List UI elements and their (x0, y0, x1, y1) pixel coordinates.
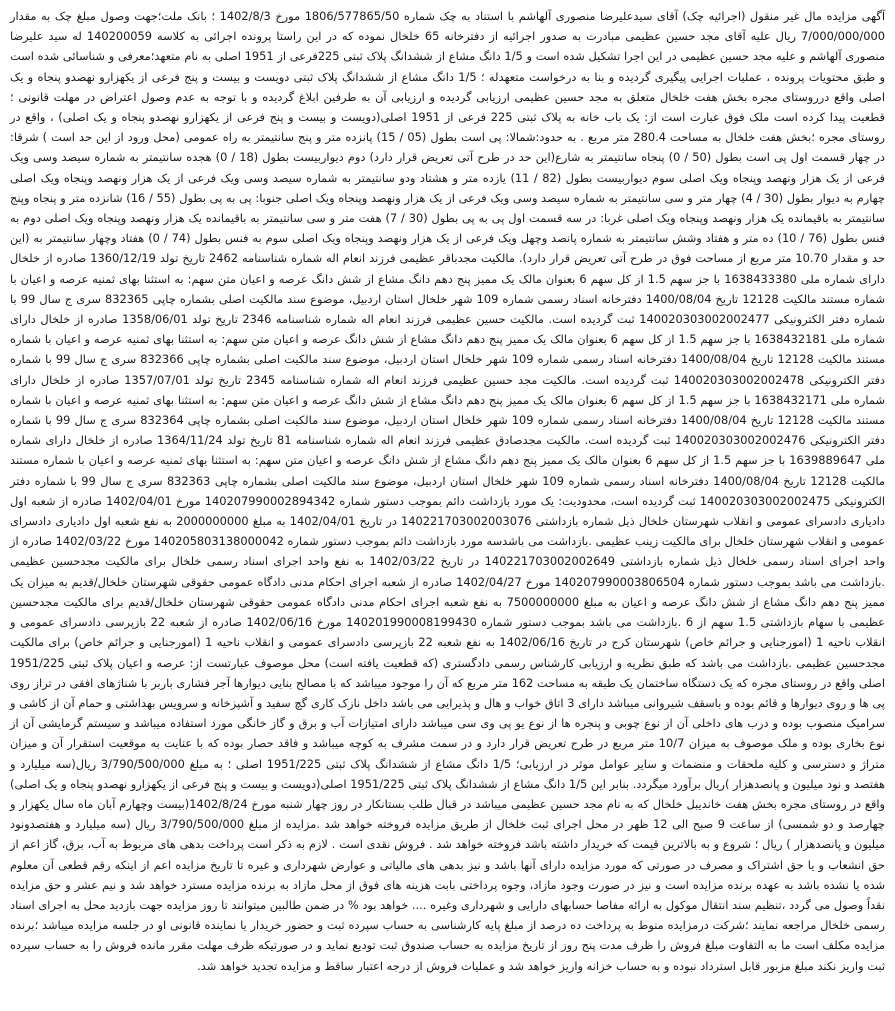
auction-notice-text: آگهی مزایده مال غیر منقول (اجرائیه چک) آقای سیدعلیرضا منصوری آلهاشم با استناد به چک شماره 1806/577865/50 مورخ 1402/8/3 ؛ بانک ملت؛جهت وصول مبلغ چک به مقدار 7/000/000/000 ریال علیه آقای مجد حسین عظیمی مبادرت به صدور اجرائیه از دفترخانه 65 خلخال نموده که در این راستا پرونده اجرائی به کلاسه 140200059 له سید علیرضا منصوری آلهاشم و علیه مجد حسین عظیمی در این اجرا تشکیل شده است و 1/5 دانگ مشاع از ششدانگ پلاک ثبتی 225فرعی از 1951 اصلی به نام متعهد؛معرفی و شناسائی شده است و طبق محتویات پرونده ، عملیات اجرایی پیگیری گردیده و بنا به درخواست متعهدله ؛ 1/5 دانگ مشاع از ششدانگ پلاک ثبتی دویست و بیست و پنج فرعی از یکهزارو نهصدو پنجاه و یک اصلی واقع درروستای مجره بخش هفت خلخال متعلق به مجد حسین عظیمی ارزیابی گردیده و ارزیابی آن به طرفین ابلاغ گردیده و با توجه به عدم وصول اعتراض در مهلت قانونی ؛ قطعیت پیدا کرده است ملک فوق عبارت است از: یک باب خانه به پلاک ثبتی 225 فرعی از 1951 اصلی(دویست و بیست و پنج فرعی از یکهزارو نهصدو پنجاه و یک اصلی) ، واقع در روستای مجره ؛بخش هفت خلخال به مساحت 280.4 متر مربع . به حدود:شمالا: پی است بطول (05 / 15) پانزده متر و پنج سانتیمتر به راه عمومی (محل ورود از این حد است ) شرقا: در چهار قسمت اول پی است بطول (50 / 0) پنجاه سانتیمتر به شارع(این حد در طرح آتی تعریض قرار دارد) دوم دیواربیست بطول (18 / 0) هجده سانتیمتر به شماره سیصد وسی ویک فرعی از یک هزار ونهصد وپنجاه ویک اصلی سوم دیواربیست بطول (82 / 11) یازده متر و هشتاد ودو سانتیمتر به شماره سیصد وسی ویک فرعی از یک هزار ونهصد وپنجاه ویک اصلی چهارم به دیوار بطول (30 / 4) چهار متر و سی سانتیمتر به شماره سیصد وسی ویک فرعی از یک هزار ونهصد وپنجاه ویک اصلی جنوبا: پی به پی بطول (55 / 16) شانزده متر و پنجاه وپنج سانتیمتر به باقیمانده یک هزار ونهصد وپنجاه ویک اصلی غربا: در سه قسمت اول پی به پی بطول (30 / 7) هفت متر و سی سانتیمتر به باقیمانده یک هزار ونهصد وپنجاه ویک اصلی دوم به فنس بطول (76 / 10) ده متر و هفتاد وشش سانتیمتر به شماره پانصد وچهل ویک فرعی از یک هزار ونهصد وپنجاه ویک اصلی سوم به فنس بطول (74 / 0) هفتاد وچهار سانتیمتر به (این حد و مقدار 10.70 متر مربع از مساحت فوق در طرح آتی تعریض قرار دارد). مالکیت مجدباقر عظیمی فرزند انعام اله شماره شناسنامه 2462 تاریخ تولد 1360/12/19 صادره از خلخال دارای شماره ملی 1638433380 با جز سهم 1.5 از کل سهم 6 بعنوان مالک یک ممیز پنج دهم دانگ مشاع از شش دانگ عرصه و اعیان متن سهم: به استثنا بهای ثمنیه عرصه و اعیان با شماره مستند مالکیت 12128 تاریخ 1400/08/04 دفترخانه اسناد رسمی شماره 109 شهر خلخال استان اردبیل، موضوع سند مالکیت اصلی بشماره چاپی 832365 سری ج سال 99 با شماره دفتر الکترونیکی 140020303002002477 ثبت گردیده است. مالکیت حسین عظیمی فرزند انعام اله شماره شناسنامه 2346 تاریخ تولد 1358/06/01 صادره از خلخال دارای شماره ملی 1638432181 با جز سهم 1.5 از کل سهم 6 بعنوان مالک یک ممیز پنج دهم دانگ مشاع از شش دانگ عرصه و اعیان متن سهم: به استثنا بهای ثمنیه عرصه و اعیان با شماره مستند مالکیت 12128 تاریخ 1400/08/04 دفترخانه اسناد رسمی شماره 109 شهر خلخال استان اردبیل، موضوع سند مالکیت اصلی بشماره چاپی 832366 سری ج سال 99 با شماره دفتر الکترونیکی 140020303002002478 ثبت گردیده است. مالکیت مجد حسین عظیمی فرزند انعام اله شماره شناسنامه 2345 تاریخ تولد 1357/07/01 صادره از خلخال دارای شماره ملی 1638432171 با جز سهم 1.5 از کل سهم 6 بعنوان مالک یک ممیز پنج دهم دانگ مشاع از شش دانگ عرصه و اعیان متن سهم: به استثنا بهای ثمنیه عرصه و اعیان با شماره مستند مالکیت 12128 تاریخ 1400/08/04 دفترخانه اسناد رسمی شماره 109 شهر خلخال استان اردبیل، موضوع سند مالکیت اصلی بشماره چاپی 832364 سری ج سال 99 با شماره دفتر الکترونیکی 140020303002002476 ثبت گردیده است. مالکیت مجدصادق عظیمی فرزند انعام اله شماره شناسنامه 81 تاریخ تولد 1364/11/24 صادره از خلخال دارای شماره ملی 1639889647 با جز سهم 1.5 از کل سهم 6 بعنوان مالک یک ممیز پنج دهم دانگ مشاع از شش دانگ عرصه و اعیان متن سهم: به استثنا بهای ثمنیه عرصه و اعیان با شماره مستند مالکیت 12128 تاریخ 1400/08/04 دفترخانه اسناد رسمی شماره 109 شهر خلخال استان اردبیل، موضوع سند مالکیت اصلی بشماره چاپی 832363 سری ج سال 99 با شماره دفتر الکترونیکی 140020303002002475 ثبت گردیده است، محدودیت: یک مورد بازداشت دائم بموجب دستور شماره 140207990002894342 مورخ 1402/04/01 صادره از شعبه اول دادیاری دادسرای عمومی و انقلاب شهرستان خلخال ذیل شماره بازداشتی 140221703002003076 در تاریخ 1402/04/01 به مبلغ 2000000000 به نفع شعبه اول دادیاری دادسرای عمومی و انقلاب شهرستان خلخال برای مالکیت زینب عظیمی .بازداشت می باشدسه مورد بازداشت دائم بموجب دستور شماره 140205803138000042 مورخ 1402/03/22 صادره از واحد اجرای اسناد رسمی خلخال ذیل شماره بازداشتی 140221703002002649 در تاریخ 1402/03/22 به نفع واحد اجرای اسناد رسمی خلخال برای مالکیت مجدحسین عظیمی .بازداشت می باشد بموجب دستور شماره 140207990003806504 مورخ 1402/04/27 صادره از شعبه اجرای احکام مدنی دادگاه عمومی حقوقی شهرستان خلخال/قدیم به میزان یک ممیز پنج دهم دانگ مشاع از شش دانگ عرصه و اعیان به مبلغ 7500000000 به نفع شعبه اجرای احکام مدنی دادگاه عمومی حقوقی شهرستان خلخال/قدیم برای مالکیت مجدحسین عظیمی با سهام بازداشتی 1.5 سهم از 6 .بازداشت می باشد بموجب دستور شماره 140201990008199430 مورخ 1402/06/16 صادره از شعبه 22 بازپرسی دادسرای عمومی و انقلاب ناحیه 1 (امورجنایی و جرائم خاص) شهرستان کرج در تاریخ 1402/06/16 به نفع شعبه 22 بازپرسی دادسرای عمومی و انقلاب ناحیه 1 (امورجنایی و جرائم خاص) برای مالکیت مجدحسین عظیمی .بازداشت می باشد که طبق نظریه و ارزیابی کارشناس رسمی دادگستری (که قطعیت یافته است) محل موصوف عبارتست از: عرصه و اعیان پلاک ثبتی 1951/225 اصلی واقع در روستای مجره که یک دستگاه ساختمان یک طبقه به مساحت 162 متر مربع که آن را موجود میباشد که با مصالح بنایی دیوارها آجر فشاری باربر با شناژهای افقی در تراز روی پی ها و روی دیوارها و قائم بوده و باسقف شیروانی میباشد دارای 3 اتاق خواب و هال و پذیرایی می باشد داخل نازک کاری گچ سفید و آشپزخانه و سرویس بهداشتی و حمام آن از کاشی و سرامیک منصوب بوده و درب های داخلی آن از نوع چوبی و پنجره ها از نوع یو پی وی سی میباشد دارای امتیازات آب و برق و گاز خانگی مورد استفاده میباشد و سیستم گرمایشی آن از نوع بخاری بوده و ملک موصوف به میزان 10/7 متر مربع در طرح تعریض قرار دارد و در سمت مشرف به کوچه میباشد و فاقد حصار بوده که با عنایت به موقعیت استقرار آن و میزان متراژ و دسترسی و کلیه ملحقات و منضمات و سایر عوامل موثر در ارزیابی؛ 1/5 دانگ مشاع از ششدانگ پلاک ثبتی 1951/225 اصلی ؛ به مبلغ 3/790/500/000 ریال(سه میلیارد و هفتصد و نود میلیون و پانصدهزار )ریال برآورد میگردد. بنابر این 1/5 دانگ مشاع از ششدانگ پلاک ثبتی 1951/225 اصلی(دویست و بیست و پنج فرعی از یکهزارو نهصدو پنجاه و یک اصلی) واقع در روستای مجره بخش هفت خاندیبل خلخال که به نام مجد حسین عظیمی میباشد در قبال طلب بستانکار در روز چهار شنبه مورخ 1402/8/24(بیست وچهارم آبان ماه سال یکهزار و چهارصد و دو شمسی) از ساعت 9 صبح الی 12 ظهر در محل اجرای ثبت خلخال از طریق مزایده فروخته خواهد شد .مزایده از مبلغ 3/790/500/000 ریال (سه میلیارد و هفتصدونود میلیون و پانصدهزار ) ریال ؛ شروع و به بالاترین قیمت که خریدار داشته باشد فروخته خواهد شد . فروش نقدی است . لازم به ذکر است پرداخت بدهی های مربوط به آب، برق، گاز اعم از حق انشعاب و یا حق اشتراک و مصرف در صورتی که مورد مزایده دارای آنها باشد و نیز بدهی های مالیاتی و عوارض شهرداری و غیره تا تاریخ مزایده اعم از اینکه رقم قطعی آن معلوم شده یا نشده باشد به عهده برنده مزایده است و نیز در صورت وجود مازاد، وجوه پرداختی بابت هزینه های فوق از محل مازاد به برنده مزایده مسترد خواهد شد و نیم عشر و حق مزایده نقداً وصول می گردد ،تنظیم سند انتقال موکول به ارائه مفاصا حسابهای دارایی و شهرداری وغیره .... خواهد بود % در ضمن طالبین میتوانند تا روز مزایده جهت بازدید محل به اجرای اسناد رسمی خلخال مراجعه نمایند ؛شرکت درمزایده منوط به پرداخت ده درصد از مبلغ پایه کارشناسی به حساب سپرده ثبت و حضور خریدار یا نماینده قانونی او در جلسه مزایده میباشد ؛برنده مزایده مکلف است ما به التفاوت مبلغ فروش را ظرف مدت پنج روز از تاریخ مزایده به حساب صندوق ثبت تودیع نماید و در صورتیکه ظرف مهلت مقرر مانده فروش را به حساب سپرده ثبت واریز نکند مبلغ مزبور قابل استرداد نبوده و به حساب خزانه واریز خواهد شد و عملیات فروش از درجه اعتبار ساقط و مزایده تجدید خواهد شد. (10, 9, 886, 973)
